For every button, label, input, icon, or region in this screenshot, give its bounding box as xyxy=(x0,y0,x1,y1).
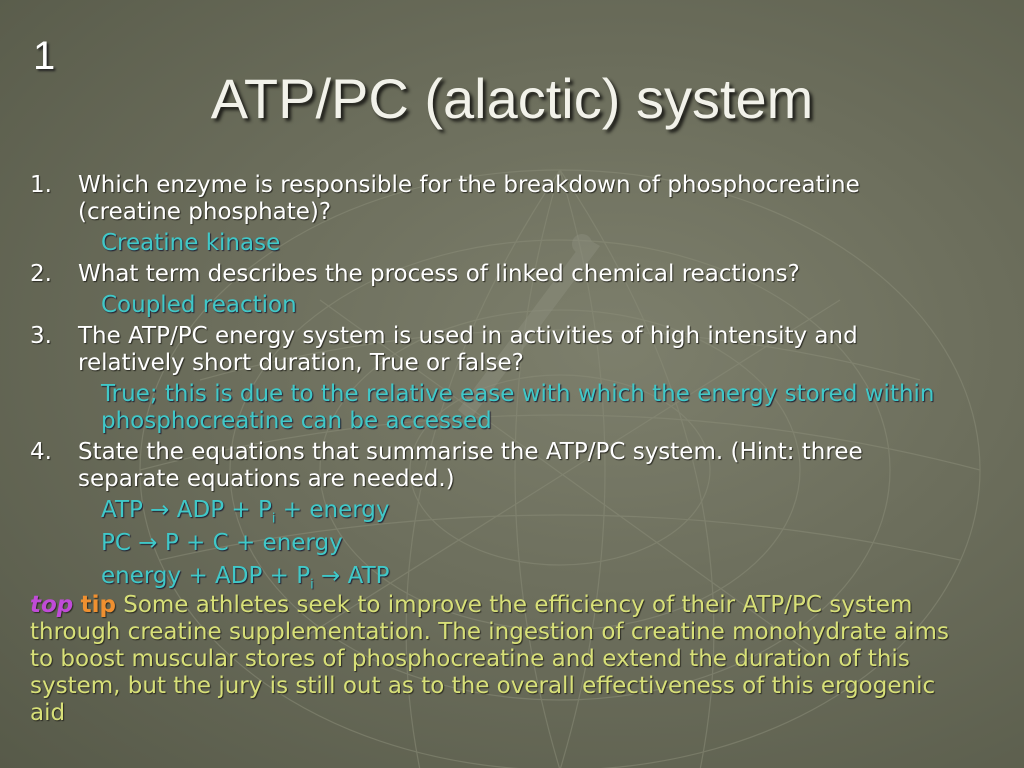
answer-2: Coupled reaction xyxy=(101,292,297,318)
question-number: 2. xyxy=(30,261,52,287)
question-text: The ATP/PC energy system is used in activities of high intensity and relatively short duration, True or false? xyxy=(78,323,858,376)
equation-3-tail: → ATP xyxy=(313,563,390,589)
top-tip xyxy=(30,592,960,727)
question-3 xyxy=(30,323,960,377)
slide-content xyxy=(30,168,960,727)
slide-title: ATP/PC (alactic) system xyxy=(210,67,814,130)
equation-2: PC → P + C + energy xyxy=(101,530,343,556)
equation-1-main: ATP → ADP + P xyxy=(101,497,272,523)
equation-1 xyxy=(101,497,960,527)
question-number: 4. xyxy=(30,439,52,465)
tip-label: tip xyxy=(80,592,116,618)
question-text: What term describes the process of linked chemical reactions? xyxy=(78,261,800,287)
tip-text: Some athletes seek to improve the efficiency of their ATP/PC system through creatine supplementation. The ingestion of creatine monohydrate aims to boost muscular stores of phosphocreatine and extend the duration of this system, but the jury is still out as to the overall effectiveness of this ergogenic aid xyxy=(30,592,949,726)
question-4 xyxy=(30,439,960,493)
top-label: top xyxy=(30,592,74,618)
question-2 xyxy=(30,261,960,288)
answer-1: Creatine kinase xyxy=(101,230,281,256)
equation-3-subscript: i xyxy=(310,577,314,593)
question-1 xyxy=(30,172,960,226)
slide-number: 1 xyxy=(33,34,56,78)
equation-3-main: energy + ADP + P xyxy=(101,563,311,589)
question-number: 3. xyxy=(30,323,52,349)
answer-3: True; this is due to the relative ease with which the energy stored within phosphocreatine can be accessed xyxy=(101,381,935,434)
question-text: Which enzyme is responsible for the breakdown of phosphocreatine (creatine phosphate)? xyxy=(78,172,860,225)
question-text: State the equations that summarise the ATP/PC system. (Hint: three separate equations are needed.) xyxy=(78,439,863,492)
equation-3 xyxy=(101,563,960,593)
question-number: 1. xyxy=(30,172,52,198)
equation-1-tail: + energy xyxy=(275,497,390,523)
equation-1-subscript: i xyxy=(271,511,276,527)
